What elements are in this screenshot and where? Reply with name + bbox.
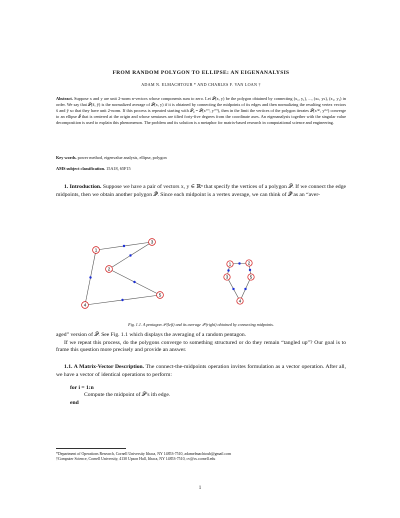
vertex-label: 4 xyxy=(83,302,87,308)
keywords xyxy=(56,155,346,160)
ams-classification xyxy=(56,166,346,171)
ams-label: AMS subject classification. xyxy=(56,166,105,171)
footnote-rule xyxy=(56,448,126,449)
vertex-label: 3 xyxy=(225,274,229,280)
post-figure-text xyxy=(56,332,346,355)
subsection-1-1 xyxy=(56,364,346,379)
footnote-2: †Computer Science, Cornell University, 4130 Upson Hall, Ithaca, NY 14853-7510, cv@cs.cornell.edu xyxy=(56,457,216,462)
paper-title: FROM RANDOM POLYGON TO ELLIPSE: AN EIGENANALYSIS xyxy=(112,70,290,76)
vertex-label: 1 xyxy=(94,247,98,253)
footnote-1: *Department of Operations Research, Cornell University Ithaca, NY 14853-7510, adamelmachtoub@gmail.com xyxy=(56,452,232,456)
page-number: 1 xyxy=(198,486,202,491)
paragraph: If we repeat this process, do the polygons converge to something structured or do they remain “tangled up”? Our goal is to frame this question more precisely and provide an answer. xyxy=(56,339,346,353)
midpoint xyxy=(133,281,135,283)
code-keyword: for i = 1:n xyxy=(70,385,94,391)
vertex-label: 4 xyxy=(238,298,242,304)
right-pentagon xyxy=(227,260,251,301)
vertex-label: 5 xyxy=(158,292,162,298)
midpoint xyxy=(244,288,246,290)
right-vertices xyxy=(224,260,254,304)
midpoint xyxy=(232,288,234,290)
figure-caption: Fig. 1.1. A pentagon 𝒫 (left) and its average 𝒫̃ (right) obtained by connecting midpoints. xyxy=(128,322,274,327)
left-vertices xyxy=(82,239,164,309)
abstract-label: Abstract. xyxy=(56,96,73,101)
abstract xyxy=(56,96,346,126)
subsection-heading: 1.1. A Matrix-Vector Description. xyxy=(64,364,145,370)
section-1 xyxy=(56,184,346,199)
keywords-label: Key words. xyxy=(56,155,77,160)
midpoint xyxy=(89,276,91,278)
code-keyword: end xyxy=(70,399,79,406)
keywords-text: power method, eigenvalue analysis, ellipse, polygon xyxy=(77,155,167,160)
vertex-label: 1 xyxy=(228,261,232,267)
code-body-line: Compute the midpoint of 𝒫’s ith edge. xyxy=(84,392,171,399)
subsection-text: The connect-the-midpoints operation invites formulation as a vector operation. After all, we have a vector of identical operations to perform: xyxy=(56,364,346,378)
section-1-heading: 1. Introduction. xyxy=(64,184,102,190)
midpoint xyxy=(123,245,125,247)
ams-text: 15A18, 65F15 xyxy=(106,166,131,171)
algorithm-block xyxy=(56,385,346,407)
section-1-text: Suppose we have a pair of vectors x, y ∈ ℝⁿ that specify the vertices of a polygon 𝒫. If we connect the edge midpoints, then we obtain another polygon 𝒫̃. Since each midpoint is a vertex average, we can think of 𝒫̃ as an “aver- xyxy=(56,184,346,198)
vertex-label: 5 xyxy=(249,274,253,280)
vertex-label: 2 xyxy=(107,266,111,272)
paragraph: aged” version of 𝒫. See Fig. 1.1 which displays the averaging of a random pentagon. xyxy=(56,332,247,338)
abstract-text: Suppose x and y are unit 2-norm n-vectors whose components sum to zero. Let 𝒫(x, y) be the polygon obtained by connecting (x₁, y₁), ..., (xₙ, yₙ), (x₁, y₁) in order. We say that 𝒫(x̃, ỹ) is the normalized average of 𝒫(x, y) if it is obtained by connecting the midpoints of its edges and then normalizing the resulting vertex vectors x̃ and ỹ so that they have unit 2-norm. If this process is repeated starting with 𝒫₀ = 𝒫(x⁽⁰⁾, y⁽⁰⁾), then in the limit the vertices of the polygon iterates 𝒫(x⁽ᵏ⁾, y⁽ᵏ⁾) converge to an ellipse ℰ that is centered at the origin and whose semiaxes are tilted forty-five degrees from the coordinate axes. An eigenanalysis together with the singular value decomposition is used to explain this phenomenon. The problem and its solution is a metaphor for matrix-based research in computational science and engineering. xyxy=(56,96,347,126)
vertex-label: 3 xyxy=(150,239,154,245)
vertex-label: 2 xyxy=(247,260,251,266)
midpoint xyxy=(121,299,123,301)
midpoint xyxy=(129,254,131,256)
footnotes xyxy=(56,452,346,463)
authors: ADAM N. ELMACHTOUB * AND CHARLES F. VAN LOAN † xyxy=(141,82,261,87)
code-end-line xyxy=(56,400,346,407)
figure-pentagons xyxy=(56,232,346,314)
midpoint xyxy=(227,269,229,271)
midpoint xyxy=(238,262,240,264)
midpoint xyxy=(249,269,251,271)
